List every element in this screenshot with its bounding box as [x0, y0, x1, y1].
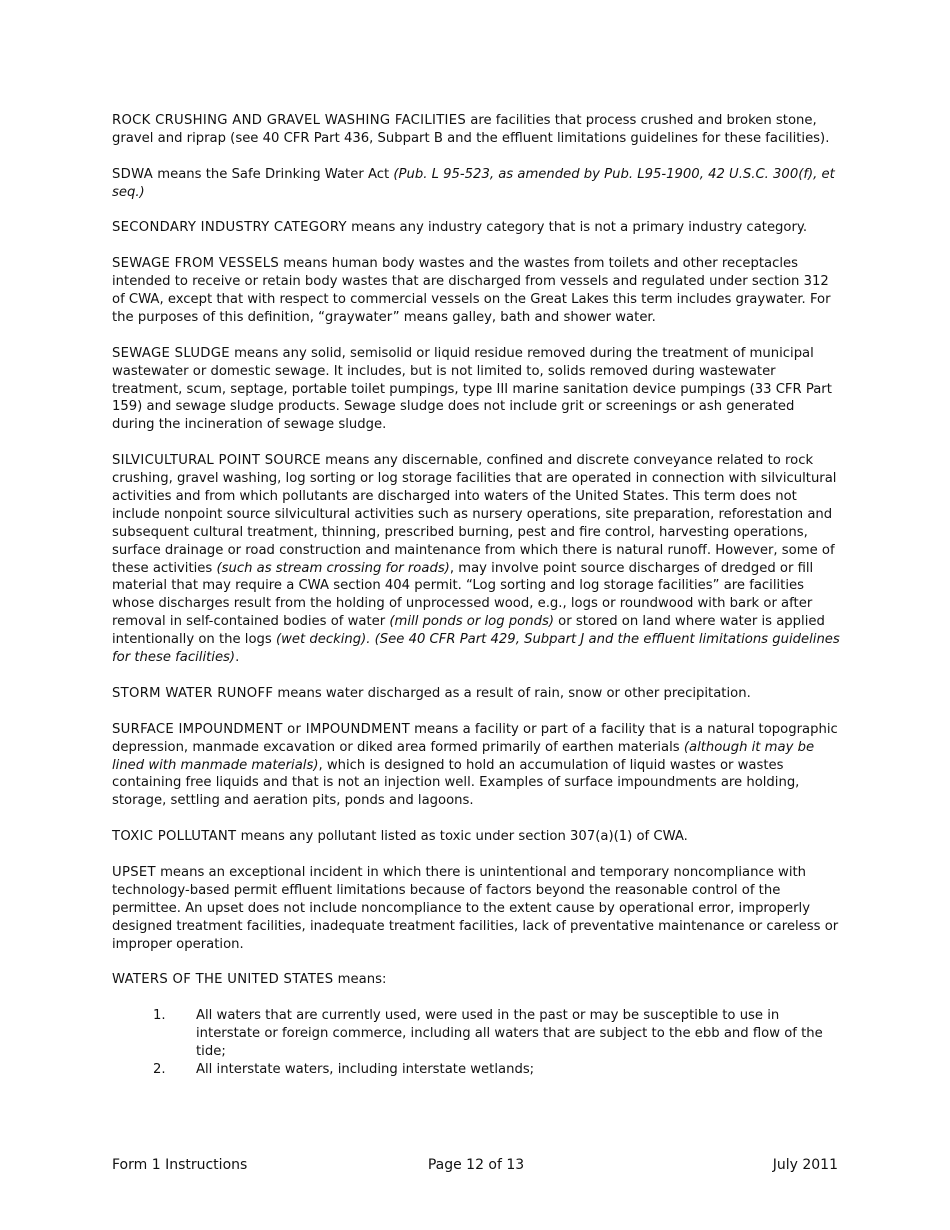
footer-page-number: Page 12 of 13	[427, 1157, 525, 1173]
definition-text: means an exceptional incident in which there is unintentional and temporary noncompliance with technology-based permit effluent limitations because of factors beyond the reasonable control of the permittee. An upset does not include noncompliance to the extent cause by operational error, improperly designed treatment facilities, inadequate treatment facilities, lack of preventative maintenance or careless or improper operation.	[112, 864, 839, 952]
definition-text: are facilities that process crushed and broken stone, gravel and riprap (see 40 CFR Part 436, Subpart B and the effluent limitations guidelines for these facilities).	[112, 113, 830, 146]
list-item	[112, 1007, 840, 1061]
definition-sdwa	[112, 166, 840, 202]
definition-text: means any industry category that is not a primary industry category.	[346, 220, 808, 236]
definition-toxic-pollutant	[112, 828, 840, 846]
definition-storm-water-runoff	[112, 685, 840, 703]
definition-term: SURFACE IMPOUNDMENT or IMPOUNDMENT	[112, 721, 410, 737]
definition-text: , may involve point source discharges of dredged or fill material that may require a CWA section 404 permit. “Log sorting and log storage facilities” are facilities whose discharges result from the holding of unprocessed wood, e.g., logs or roundwood with bark or after removal in self-contained bodies of water	[112, 560, 814, 630]
definition-term: SEWAGE FROM VESSELS	[112, 256, 280, 272]
definition-surface-impoundment	[112, 721, 840, 811]
definition-text: or stored on land where water is applied intentionally on the logs	[112, 614, 825, 648]
definition-text: means any solid, semisolid or liquid residue removed during the treatment of municipal wastewater or domestic sewage. It includes, but is not limited to, solids removed during wastewater treatment, scum, septage, portable toilet pumpings, type III marine sanitation device pumpings (33 CFR Part 159) and sewage sludge products. Sewage sludge does not include grit or screenings or ash generated during the incineration of sewage sludge.	[112, 345, 832, 433]
definition-text: means any discernable, confined and discrete conveyance related to rock crushing, gravel washing, log sorting or log storage facilities that are operated in connection with silvicultural activities and from which pollutants are discharged into waters of the United States. This term does not include nonpoint source silvicultural activities such as nursery operations, site preparation, reforestation and subsequent cultural treatment, thinning, prescribed burning, pest and fire control, harvesting operations, surface drainage or road construction and maintenance from which there is natural runoff. However, some of these activities	[112, 453, 837, 576]
definition-text: means the Safe Drinking Water Act	[153, 166, 394, 182]
definition-term: STORM WATER RUNOFF	[112, 685, 274, 701]
definition-rock-crushing	[112, 112, 840, 148]
waters-list	[112, 1007, 840, 1079]
definition-text: means water discharged as a result of rain, snow or other precipitation.	[273, 685, 751, 701]
definition-term: SECONDARY INDUSTRY CATEGORY	[112, 220, 347, 236]
definition-sewage-from-vessels	[112, 255, 840, 327]
definition-sewage-sludge	[112, 345, 840, 435]
definition-term: UPSET	[112, 864, 156, 880]
definition-citation: (Pub. L 95-523, as amended by Pub. L95-1900, 42 U.S.C. 300(f), et seq.)	[112, 166, 835, 200]
definition-text: means:	[333, 972, 387, 988]
list-item	[112, 1061, 840, 1079]
definition-term: SEWAGE SLUDGE	[112, 345, 230, 361]
definition-term: TOXIC POLLUTANT	[112, 829, 237, 845]
definition-text: .	[235, 650, 240, 666]
definition-italic-note: (wet decking). (See 40 CFR Part 429, Subpart J and the effluent limitations guidelines for these facilities)	[112, 632, 840, 666]
list-item-text: All waters that are currently used, were used in the past or may be susceptible to use in interstate or foreign commerce, including all waters that are subject to the ebb and flow of the tide;	[196, 1008, 823, 1059]
definition-term: SDWA	[112, 166, 154, 182]
definition-text: means human body wastes and the wastes from toilets and other receptacles intended to receive or retain body wastes that are discharged from vessels and regulated under section 312 of CWA, except that with respect to commercial vessels on the Great Lakes this term includes graywater. For the purposes of this definition, “graywater” means galley, bath and shower water.	[112, 256, 831, 325]
definition-waters-of-the-us	[112, 971, 840, 989]
definition-silvicultural-point-source	[112, 452, 840, 667]
definition-text: means any pollutant listed as toxic under section 307(a)(1) of CWA.	[236, 829, 688, 845]
definition-secondary-industry	[112, 219, 840, 237]
footer-form-title: Form 1 Instructions	[112, 1157, 248, 1173]
definition-text: , which is designed to hold an accumulation of liquid wastes or wastes containing free liquids and that is not an injection well. Examples of surface impoundments are holding, storage, settling and aeration pits, ponds and lagoons.	[112, 757, 800, 809]
list-item-text: All interstate waters, including interstate wetlands;	[196, 1061, 535, 1077]
definition-term: WATERS OF THE UNITED STATES	[112, 972, 334, 988]
definition-term: ROCK CRUSHING AND GRAVEL WASHING FACILITIES	[112, 113, 467, 128]
definition-upset	[112, 864, 840, 954]
definition-term: SILVICULTURAL POINT SOURCE	[112, 453, 321, 469]
definition-italic-note: (such as stream crossing for roads)	[216, 560, 450, 576]
definition-italic-note: (mill ponds or log ponds)	[389, 614, 554, 630]
footer-date: July 2011	[772, 1157, 838, 1173]
definition-text: means a facility or part of a facility that is a natural topographic depression, manmade excavation or diked area formed primarily of earthen materials	[112, 721, 838, 755]
list-item-number: 2.	[153, 1061, 166, 1077]
list-item-number: 1.	[153, 1008, 166, 1024]
document-body	[112, 112, 840, 1079]
definition-italic-note: (although it may be lined with manmade materials)	[112, 739, 815, 773]
